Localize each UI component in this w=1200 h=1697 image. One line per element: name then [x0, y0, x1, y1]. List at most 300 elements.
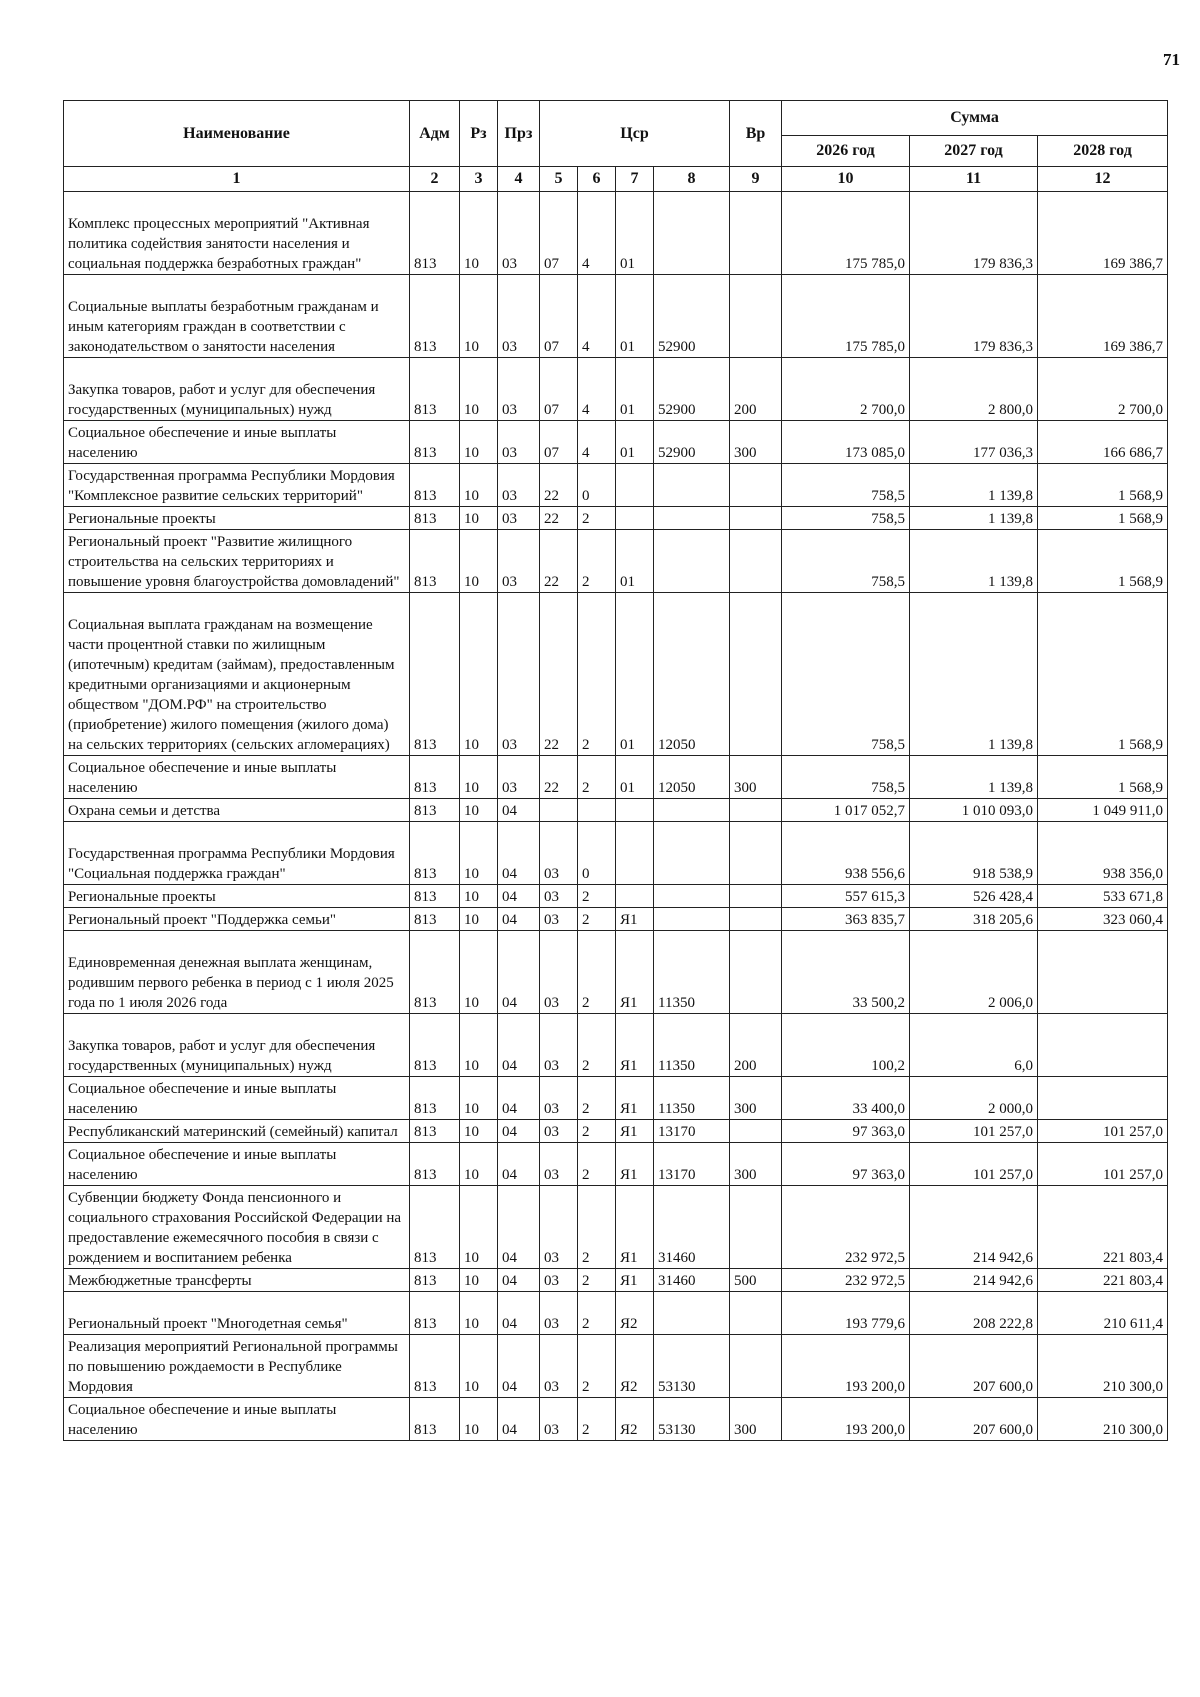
vr-cell: [730, 192, 782, 275]
tsr-part4-cell: [654, 908, 730, 931]
tsr-part2-cell: 2: [578, 908, 616, 931]
sum-2027-cell: 101 257,0: [910, 1143, 1038, 1186]
tsr-part4-cell: [654, 530, 730, 593]
sum-2026-cell: 33 400,0: [782, 1077, 910, 1120]
sum-2028-cell: 210 300,0: [1038, 1398, 1168, 1441]
tsr-part4-cell: 31460: [654, 1186, 730, 1269]
sum-2027-cell: 1 010 093,0: [910, 799, 1038, 822]
table-row: [64, 358, 1168, 421]
tsr-part3-cell: [616, 822, 654, 885]
table-row: [64, 192, 1168, 275]
vr-cell: 200: [730, 1014, 782, 1077]
row-name-cell: Социальное обеспечение и иные выплаты населению: [64, 1077, 410, 1120]
prz-cell: 04: [498, 1186, 540, 1269]
tsr-part3-cell: Я1: [616, 1186, 654, 1269]
sum-2027-cell: 1 139,8: [910, 507, 1038, 530]
row-name-cell: Социальная выплата гражданам на возмещение части процентной ставки по жилищным (ипотечным) кредитам (займам), предоставленным кредитными организациями и акционерным обществом "ДОМ.РФ" на строительство (приобретение) жилого помещения (жилого дома) на сельских территориях (сельских агломерациях): [64, 593, 410, 756]
tsr-part1-cell: 03: [540, 908, 578, 931]
prz-cell: 03: [498, 756, 540, 799]
column-number: 2: [410, 167, 460, 192]
tsr-part1-cell: 07: [540, 192, 578, 275]
vr-cell: 300: [730, 1143, 782, 1186]
vr-cell: [730, 822, 782, 885]
sum-2027-cell: 918 538,9: [910, 822, 1038, 885]
table-row: [64, 756, 1168, 799]
table-body: [64, 192, 1168, 1441]
row-name-cell: Государственная программа Республики Мордовия "Комплексное развитие сельских территорий": [64, 464, 410, 507]
tsr-part3-cell: [616, 885, 654, 908]
sum-2026-cell: 175 785,0: [782, 275, 910, 358]
rz-cell: 10: [460, 822, 498, 885]
sum-2028-cell: 169 386,7: [1038, 192, 1168, 275]
row-name-cell: Социальные выплаты безработным гражданам и иным категориям граждан в соответствии с законодательством о занятости населения: [64, 275, 410, 358]
tsr-part2-cell: [578, 799, 616, 822]
adm-cell: 813: [410, 799, 460, 822]
column-number: 9: [730, 167, 782, 192]
tsr-part3-cell: Я2: [616, 1292, 654, 1335]
sum-2028-cell: 166 686,7: [1038, 421, 1168, 464]
tsr-part2-cell: 2: [578, 1186, 616, 1269]
row-name-cell: Социальное обеспечение и иные выплаты населению: [64, 756, 410, 799]
tsr-part3-cell: 01: [616, 275, 654, 358]
prz-cell: 04: [498, 1014, 540, 1077]
tsr-part4-cell: 11350: [654, 1014, 730, 1077]
sum-2026-cell: 758,5: [782, 756, 910, 799]
row-name-cell: Социальное обеспечение и иные выплаты населению: [64, 1398, 410, 1441]
sum-2028-cell: 1 568,9: [1038, 507, 1168, 530]
tsr-part4-cell: 53130: [654, 1398, 730, 1441]
sum-2027-cell: 214 942,6: [910, 1186, 1038, 1269]
tsr-part2-cell: 2: [578, 1335, 616, 1398]
sum-2027-cell: 2 800,0: [910, 358, 1038, 421]
rz-cell: 10: [460, 421, 498, 464]
rz-cell: 10: [460, 908, 498, 931]
tsr-part2-cell: 2: [578, 1398, 616, 1441]
sum-2027-cell: 177 036,3: [910, 421, 1038, 464]
tsr-part3-cell: 01: [616, 593, 654, 756]
tsr-part3-cell: 01: [616, 756, 654, 799]
sum-2026-cell: 938 556,6: [782, 822, 910, 885]
table-row: [64, 908, 1168, 931]
sum-2026-cell: 1 017 052,7: [782, 799, 910, 822]
tsr-part4-cell: 53130: [654, 1335, 730, 1398]
tsr-part4-cell: 11350: [654, 1077, 730, 1120]
column-number: 7: [616, 167, 654, 192]
column-number: 10: [782, 167, 910, 192]
vr-cell: [730, 1335, 782, 1398]
vr-cell: [730, 593, 782, 756]
rz-cell: 10: [460, 1335, 498, 1398]
adm-cell: 813: [410, 756, 460, 799]
tsr-part1-cell: 22: [540, 756, 578, 799]
tsr-part2-cell: 2: [578, 1077, 616, 1120]
tsr-part2-cell: 2: [578, 885, 616, 908]
tsr-part1-cell: 22: [540, 507, 578, 530]
sum-2026-cell: 758,5: [782, 507, 910, 530]
tsr-part1-cell: 03: [540, 885, 578, 908]
tsr-part2-cell: 4: [578, 275, 616, 358]
sum-2027-cell: 101 257,0: [910, 1120, 1038, 1143]
rz-cell: 10: [460, 358, 498, 421]
sum-2028-cell: 210 300,0: [1038, 1335, 1168, 1398]
tsr-part3-cell: [616, 507, 654, 530]
tsr-part4-cell: [654, 507, 730, 530]
tsr-part1-cell: 03: [540, 822, 578, 885]
vr-cell: [730, 799, 782, 822]
tsr-part1-cell: 03: [540, 1014, 578, 1077]
adm-cell: 813: [410, 358, 460, 421]
rz-cell: 10: [460, 507, 498, 530]
row-name-cell: Закупка товаров, работ и услуг для обеспечения государственных (муниципальных) нужд: [64, 1014, 410, 1077]
sum-2027-cell: 207 600,0: [910, 1398, 1038, 1441]
header-prz: Прз: [498, 101, 540, 167]
tsr-part4-cell: 52900: [654, 421, 730, 464]
vr-cell: [730, 530, 782, 593]
table-row: [64, 1398, 1168, 1441]
sum-2027-cell: 1 139,8: [910, 593, 1038, 756]
adm-cell: 813: [410, 1186, 460, 1269]
sum-2028-cell: 938 356,0: [1038, 822, 1168, 885]
rz-cell: 10: [460, 530, 498, 593]
sum-2026-cell: 2 700,0: [782, 358, 910, 421]
vr-cell: [730, 275, 782, 358]
rz-cell: 10: [460, 1077, 498, 1120]
tsr-part2-cell: 2: [578, 530, 616, 593]
tsr-part1-cell: 07: [540, 275, 578, 358]
table-row: [64, 421, 1168, 464]
tsr-part1-cell: 07: [540, 421, 578, 464]
table-row: [64, 931, 1168, 1014]
prz-cell: 04: [498, 1269, 540, 1292]
budget-table: [63, 100, 1168, 1441]
tsr-part2-cell: 2: [578, 507, 616, 530]
table-row: [64, 1186, 1168, 1269]
tsr-part1-cell: 03: [540, 1077, 578, 1120]
tsr-part4-cell: 52900: [654, 275, 730, 358]
vr-cell: [730, 931, 782, 1014]
tsr-part3-cell: 01: [616, 192, 654, 275]
column-number: 1: [64, 167, 410, 192]
tsr-part3-cell: Я1: [616, 1143, 654, 1186]
vr-cell: [730, 507, 782, 530]
table-row: [64, 275, 1168, 358]
vr-cell: 300: [730, 1398, 782, 1441]
prz-cell: 04: [498, 799, 540, 822]
table-row: [64, 1077, 1168, 1120]
vr-cell: 300: [730, 756, 782, 799]
sum-2027-cell: 526 428,4: [910, 885, 1038, 908]
table-row: [64, 1292, 1168, 1335]
rz-cell: 10: [460, 192, 498, 275]
adm-cell: 813: [410, 931, 460, 1014]
adm-cell: 813: [410, 1269, 460, 1292]
row-name-cell: Республиканский материнский (семейный) капитал: [64, 1120, 410, 1143]
row-name-cell: Региональный проект "Поддержка семьи": [64, 908, 410, 931]
prz-cell: 04: [498, 1292, 540, 1335]
sum-2028-cell: 101 257,0: [1038, 1120, 1168, 1143]
sum-2028-cell: 210 611,4: [1038, 1292, 1168, 1335]
rz-cell: 10: [460, 1269, 498, 1292]
tsr-part3-cell: [616, 799, 654, 822]
sum-2027-cell: 207 600,0: [910, 1335, 1038, 1398]
tsr-part3-cell: [616, 464, 654, 507]
rz-cell: 10: [460, 1292, 498, 1335]
tsr-part4-cell: [654, 885, 730, 908]
tsr-part3-cell: Я1: [616, 1014, 654, 1077]
rz-cell: 10: [460, 885, 498, 908]
row-name-cell: Субвенции бюджету Фонда пенсионного и социального страхования Российской Федерации на предоставление ежемесячного пособия в связи с рождением и воспитанием ребенка: [64, 1186, 410, 1269]
sum-2027-cell: 318 205,6: [910, 908, 1038, 931]
row-name-cell: Социальное обеспечение и иные выплаты населению: [64, 1143, 410, 1186]
tsr-part1-cell: 22: [540, 464, 578, 507]
header-vr: Вр: [730, 101, 782, 167]
tsr-part3-cell: Я1: [616, 1269, 654, 1292]
sum-2026-cell: 175 785,0: [782, 192, 910, 275]
tsr-part4-cell: [654, 822, 730, 885]
column-number: 8: [654, 167, 730, 192]
prz-cell: 03: [498, 275, 540, 358]
table-row: [64, 507, 1168, 530]
rz-cell: 10: [460, 1143, 498, 1186]
sum-2028-cell: 1 568,9: [1038, 464, 1168, 507]
vr-cell: 300: [730, 1077, 782, 1120]
adm-cell: 813: [410, 1120, 460, 1143]
rz-cell: 10: [460, 464, 498, 507]
sum-2026-cell: 193 200,0: [782, 1398, 910, 1441]
sum-2028-cell: 221 803,4: [1038, 1269, 1168, 1292]
tsr-part1-cell: 03: [540, 1269, 578, 1292]
rz-cell: 10: [460, 1186, 498, 1269]
tsr-part2-cell: 2: [578, 593, 616, 756]
prz-cell: 04: [498, 1143, 540, 1186]
rz-cell: 10: [460, 756, 498, 799]
sum-2026-cell: 232 972,5: [782, 1186, 910, 1269]
sum-2026-cell: 193 200,0: [782, 1335, 910, 1398]
tsr-part3-cell: Я1: [616, 931, 654, 1014]
header-sum: Сумма: [782, 101, 1168, 136]
sum-2028-cell: [1038, 1014, 1168, 1077]
tsr-part2-cell: 2: [578, 1292, 616, 1335]
sum-2027-cell: 179 836,3: [910, 275, 1038, 358]
page-number: 71: [1163, 50, 1180, 69]
tsr-part3-cell: Я2: [616, 1335, 654, 1398]
table-row: [64, 464, 1168, 507]
table-row: [64, 593, 1168, 756]
column-number: 11: [910, 167, 1038, 192]
header-year: 2026 год: [782, 136, 910, 167]
prz-cell: 03: [498, 421, 540, 464]
rz-cell: 10: [460, 1398, 498, 1441]
adm-cell: 813: [410, 1143, 460, 1186]
vr-cell: [730, 1120, 782, 1143]
sum-2027-cell: 1 139,8: [910, 464, 1038, 507]
row-name-cell: Комплекс процессных мероприятий "Активная политика содействия занятости населения и социальная поддержка безработных граждан": [64, 192, 410, 275]
prz-cell: 03: [498, 593, 540, 756]
sum-2028-cell: 221 803,4: [1038, 1186, 1168, 1269]
table-row: [64, 1269, 1168, 1292]
tsr-part3-cell: Я1: [616, 1120, 654, 1143]
sum-2028-cell: 2 700,0: [1038, 358, 1168, 421]
tsr-part3-cell: Я1: [616, 908, 654, 931]
tsr-part3-cell: 01: [616, 358, 654, 421]
adm-cell: 813: [410, 275, 460, 358]
prz-cell: 04: [498, 1120, 540, 1143]
header-adm: Адм: [410, 101, 460, 167]
header-year: 2028 год: [1038, 136, 1168, 167]
tsr-part1-cell: 03: [540, 931, 578, 1014]
prz-cell: 03: [498, 358, 540, 421]
sum-2026-cell: 100,2: [782, 1014, 910, 1077]
sum-2026-cell: 33 500,2: [782, 931, 910, 1014]
tsr-part3-cell: Я2: [616, 1398, 654, 1441]
tsr-part1-cell: 03: [540, 1292, 578, 1335]
prz-cell: 03: [498, 507, 540, 530]
table-row: [64, 530, 1168, 593]
table-row: [64, 822, 1168, 885]
tsr-part4-cell: 13170: [654, 1143, 730, 1186]
sum-2027-cell: 2 000,0: [910, 1077, 1038, 1120]
adm-cell: 813: [410, 593, 460, 756]
sum-2027-cell: 6,0: [910, 1014, 1038, 1077]
tsr-part4-cell: 13170: [654, 1120, 730, 1143]
sum-2026-cell: 758,5: [782, 593, 910, 756]
adm-cell: 813: [410, 1014, 460, 1077]
prz-cell: 03: [498, 192, 540, 275]
vr-cell: [730, 464, 782, 507]
row-name-cell: Региональный проект "Многодетная семья": [64, 1292, 410, 1335]
column-number: 5: [540, 167, 578, 192]
tsr-part3-cell: 01: [616, 530, 654, 593]
sum-2028-cell: 323 060,4: [1038, 908, 1168, 931]
adm-cell: 813: [410, 530, 460, 593]
table-row: [64, 799, 1168, 822]
table-row: [64, 885, 1168, 908]
prz-cell: 04: [498, 885, 540, 908]
tsr-part2-cell: 4: [578, 358, 616, 421]
tsr-part4-cell: 12050: [654, 593, 730, 756]
table-row: [64, 1120, 1168, 1143]
tsr-part1-cell: [540, 799, 578, 822]
adm-cell: 813: [410, 908, 460, 931]
sum-2027-cell: 1 139,8: [910, 530, 1038, 593]
sum-2026-cell: 758,5: [782, 464, 910, 507]
tsr-part1-cell: 03: [540, 1186, 578, 1269]
rz-cell: 10: [460, 593, 498, 756]
tsr-part1-cell: 22: [540, 593, 578, 756]
row-name-cell: Региональные проекты: [64, 885, 410, 908]
table-row: [64, 1335, 1168, 1398]
sum-2026-cell: 97 363,0: [782, 1120, 910, 1143]
sum-2026-cell: 193 779,6: [782, 1292, 910, 1335]
sum-2027-cell: 1 139,8: [910, 756, 1038, 799]
column-number: 12: [1038, 167, 1168, 192]
sum-2028-cell: 1 568,9: [1038, 593, 1168, 756]
tsr-part1-cell: 07: [540, 358, 578, 421]
tsr-part1-cell: 03: [540, 1120, 578, 1143]
adm-cell: 813: [410, 507, 460, 530]
sum-2028-cell: 533 671,8: [1038, 885, 1168, 908]
tsr-part4-cell: 11350: [654, 931, 730, 1014]
vr-cell: [730, 1292, 782, 1335]
sum-2028-cell: [1038, 931, 1168, 1014]
tsr-part1-cell: 03: [540, 1335, 578, 1398]
rz-cell: 10: [460, 799, 498, 822]
tsr-part2-cell: 4: [578, 421, 616, 464]
tsr-part4-cell: [654, 799, 730, 822]
sum-2028-cell: 1 049 911,0: [1038, 799, 1168, 822]
column-number: 3: [460, 167, 498, 192]
rz-cell: 10: [460, 1120, 498, 1143]
tsr-part2-cell: 2: [578, 931, 616, 1014]
sum-2026-cell: 363 835,7: [782, 908, 910, 931]
prz-cell: 04: [498, 908, 540, 931]
prz-cell: 04: [498, 1398, 540, 1441]
adm-cell: 813: [410, 1335, 460, 1398]
header-name: Наименование: [64, 101, 410, 167]
rz-cell: 10: [460, 931, 498, 1014]
column-number: 4: [498, 167, 540, 192]
row-name-cell: Единовременная денежная выплата женщинам, родившим первого ребенка в период с 1 июля 2025 года по 1 июля 2026 года: [64, 931, 410, 1014]
vr-cell: [730, 1186, 782, 1269]
table-row: [64, 1143, 1168, 1186]
tsr-part2-cell: 0: [578, 822, 616, 885]
sum-2027-cell: 208 222,8: [910, 1292, 1038, 1335]
tsr-part2-cell: 2: [578, 756, 616, 799]
adm-cell: 813: [410, 464, 460, 507]
prz-cell: 03: [498, 530, 540, 593]
prz-cell: 03: [498, 464, 540, 507]
rz-cell: 10: [460, 1014, 498, 1077]
vr-cell: [730, 885, 782, 908]
sum-2026-cell: 173 085,0: [782, 421, 910, 464]
tsr-part2-cell: 2: [578, 1014, 616, 1077]
prz-cell: 04: [498, 822, 540, 885]
header-year: 2027 год: [910, 136, 1038, 167]
adm-cell: 813: [410, 1292, 460, 1335]
prz-cell: 04: [498, 931, 540, 1014]
adm-cell: 813: [410, 192, 460, 275]
row-name-cell: Социальное обеспечение и иные выплаты населению: [64, 421, 410, 464]
prz-cell: 04: [498, 1077, 540, 1120]
header-rz: Рз: [460, 101, 498, 167]
tsr-part3-cell: Я1: [616, 1077, 654, 1120]
row-name-cell: Реализация мероприятий Региональной программы по повышению рождаемости в Республике Мордовия: [64, 1335, 410, 1398]
row-name-cell: Охрана семьи и детства: [64, 799, 410, 822]
tsr-part2-cell: 2: [578, 1269, 616, 1292]
sum-2028-cell: [1038, 1077, 1168, 1120]
row-name-cell: Региональный проект "Развитие жилищного строительства на сельских территориях и повышение уровня благоустройства домовладений": [64, 530, 410, 593]
adm-cell: 813: [410, 1398, 460, 1441]
row-name-cell: Межбюджетные трансферты: [64, 1269, 410, 1292]
sum-2028-cell: 1 568,9: [1038, 756, 1168, 799]
vr-cell: 200: [730, 358, 782, 421]
sum-2026-cell: 232 972,5: [782, 1269, 910, 1292]
prz-cell: 04: [498, 1335, 540, 1398]
tsr-part1-cell: 03: [540, 1398, 578, 1441]
tsr-part4-cell: [654, 1292, 730, 1335]
sum-2028-cell: 101 257,0: [1038, 1143, 1168, 1186]
sum-2027-cell: 179 836,3: [910, 192, 1038, 275]
tsr-part2-cell: 4: [578, 192, 616, 275]
adm-cell: 813: [410, 885, 460, 908]
sum-2026-cell: 557 615,3: [782, 885, 910, 908]
tsr-part1-cell: 03: [540, 1143, 578, 1186]
sum-2027-cell: 2 006,0: [910, 931, 1038, 1014]
tsr-part4-cell: 52900: [654, 358, 730, 421]
row-name-cell: Региональные проекты: [64, 507, 410, 530]
column-number: 6: [578, 167, 616, 192]
tsr-part4-cell: 12050: [654, 756, 730, 799]
